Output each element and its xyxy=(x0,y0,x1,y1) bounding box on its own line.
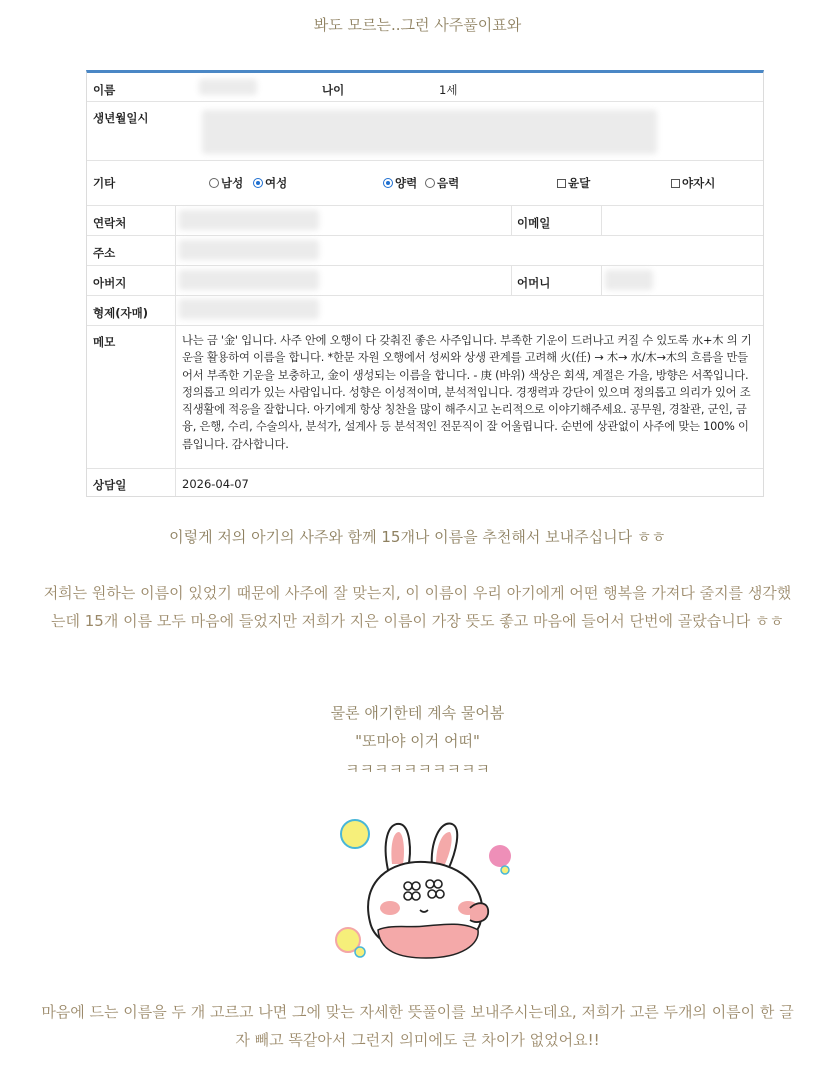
siblings-label: 형제(자매) xyxy=(93,306,148,320)
paragraph-choice: 저희는 원하는 이름이 있었기 때문에 사주에 잘 맞는지, 이 이름이 우리 아기에게 어떤 행복을 가져다 줄지를 생각했는데 15개 이름 모두 마음에 들었지만 저희가 지은 이름이 가장 뜻도 좋고 마음에 들어서 단번에 골랐습니다 ㅎㅎ xyxy=(43,584,792,630)
caption-line2: "또마야 이거 어떠" xyxy=(355,732,480,750)
name-label: 이름 xyxy=(93,83,116,97)
leap-month-text: 윤달 xyxy=(568,176,591,190)
row-siblings xyxy=(87,296,763,326)
row-etc xyxy=(87,161,763,206)
mother-label: 어머니 xyxy=(517,276,551,290)
name-value-redacted xyxy=(199,79,257,95)
row-contact xyxy=(87,206,763,236)
etc-label: 기타 xyxy=(93,176,116,190)
gender-male-text: 남성 xyxy=(221,176,244,190)
gender-female-text: 여성 xyxy=(265,176,288,190)
column-divider xyxy=(175,266,176,295)
column-divider xyxy=(511,266,512,295)
column-divider xyxy=(175,296,176,325)
row-parents xyxy=(87,266,763,296)
saju-form xyxy=(86,70,764,497)
night-hour-option[interactable] xyxy=(671,175,715,191)
calendar-solar-radio[interactable] xyxy=(383,178,393,188)
gender-male-radio[interactable] xyxy=(209,178,219,188)
siblings-value-redacted xyxy=(179,299,319,319)
bunny-sticker-icon xyxy=(330,812,520,962)
father-label: 아버지 xyxy=(93,276,127,290)
row-memo xyxy=(87,326,763,469)
caption-line1: 물론 애기한테 계속 물어봄 xyxy=(330,704,505,722)
calendar-lunar-option[interactable] xyxy=(425,175,459,191)
consult-label: 상담일 xyxy=(93,478,127,492)
father-value-redacted xyxy=(179,270,319,290)
calendar-solar-option[interactable] xyxy=(383,175,417,191)
birth-value-redacted xyxy=(202,110,657,154)
age-label: 나이 xyxy=(322,83,345,97)
address-value-redacted xyxy=(179,240,319,260)
row-consult xyxy=(87,469,763,496)
row-birth xyxy=(87,102,763,161)
calendar-lunar-text: 음력 xyxy=(437,176,460,190)
caption-line3: ㅋㅋㅋㅋㅋㅋㅋㅋㅋㅋ xyxy=(345,760,490,772)
night-hour-checkbox[interactable] xyxy=(671,179,680,188)
calendar-solar-text: 양력 xyxy=(395,176,418,190)
column-divider xyxy=(601,206,602,235)
gender-male-option[interactable] xyxy=(209,175,243,191)
consult-date: 2026-04-07 xyxy=(182,477,249,491)
contact-value-redacted xyxy=(179,210,319,230)
address-label: 주소 xyxy=(93,246,116,260)
gender-female-option[interactable] xyxy=(253,175,287,191)
caption-top: 봐도 모르는..그런 사주풀이표와 xyxy=(313,16,522,34)
column-divider xyxy=(175,469,176,496)
memo-label: 메모 xyxy=(93,335,116,349)
calendar-lunar-radio[interactable] xyxy=(425,178,435,188)
memo-text: 나는 금 '金' 입니다. 사주 안에 오행이 다 갖춰진 좋은 사주입니다. 부족한 기운이 드러나고 커질 수 있도록 水+木 의 기운을 활용하여 이름을 합니다. *한문 자원 오행에서 성씨와 상생 관계를 고려해 火(任) → 木→ 水/木→木의 흐름을 만들어서 부족한 기운을 보충하고, 金이 생성되는 이름을 합니다. - 庚 (바위) 색상은 회색, 계절은 가을, 방향은 서쪽입니다. 정의롭고 의리가 있는 사람입니다. 성향은 이성적이며, 분석적입니다. 경쟁력과 강단이 있으며 정의롭고 의리가 있어 조직생활에 적응을 잘합니다. 아기에게 항상 칭찬을 많이 해주시고 논리적으로 이야기해주세요. 공무원, 경찰관, 군인, 금융, 은행, 수리, 수술의사, 분석가, 설계사 등 분석적인 전문직이 잘 어울립니다. 순번에 상관없이 사주에 맞는 100% 이름입니다. 감사합니다. xyxy=(182,334,752,451)
column-divider xyxy=(601,266,602,295)
caption-after-form: 이렇게 저의 아기의 사주와 함께 15개나 이름을 추천해서 보내주십니다 ㅎㅎ xyxy=(169,528,666,546)
birth-label: 생년월일시 xyxy=(93,111,149,125)
column-divider xyxy=(175,326,176,468)
mother-value-redacted xyxy=(605,270,653,290)
leap-month-checkbox[interactable] xyxy=(557,179,566,188)
column-divider xyxy=(511,206,512,235)
night-hour-text: 야자시 xyxy=(682,176,716,190)
gender-female-radio[interactable] xyxy=(253,178,263,188)
row-address xyxy=(87,236,763,266)
contact-label: 연락처 xyxy=(93,216,127,230)
leap-month-option[interactable] xyxy=(557,175,590,191)
paragraph-meaning: 마음에 드는 이름을 두 개 고르고 나면 그에 맞는 자세한 뜻풀이를 보내주시는데요, 저희가 고른 두개의 이름이 한 글자 빼고 똑같아서 그런지 의미에도 큰 차이가 없었어요!! xyxy=(41,1003,794,1049)
row-name xyxy=(87,73,763,102)
column-divider xyxy=(175,236,176,265)
email-label: 이메일 xyxy=(517,216,551,230)
column-divider xyxy=(175,206,176,235)
age-value: 1세 xyxy=(439,83,458,97)
